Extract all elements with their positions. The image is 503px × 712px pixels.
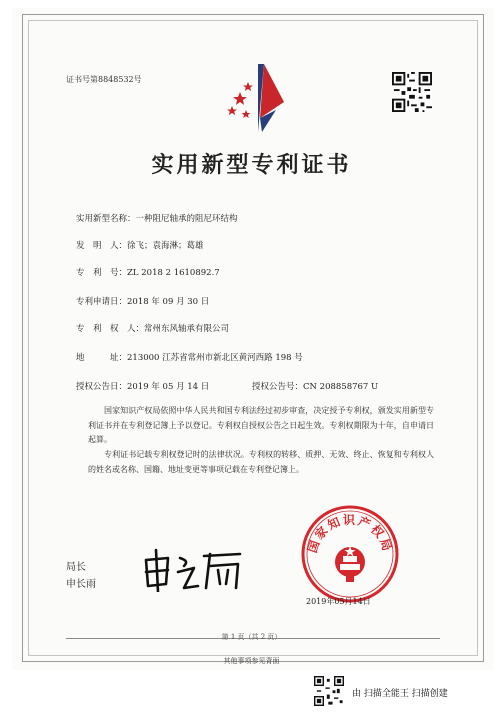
field-patent-number — [76, 266, 220, 278]
field-label: 实用新型名称： — [76, 214, 136, 224]
certificate-number: 证书号第8848532号 — [66, 75, 142, 84]
grant-date-value: 2019 年 05 月 14 日 — [127, 382, 210, 392]
field-label: 地 址： — [76, 353, 128, 363]
field-utility-name — [76, 212, 238, 224]
paragraph-grant-statement — [88, 404, 434, 448]
seal-date: 2019年05月14日 — [306, 597, 371, 606]
field-label: 专 利 号： — [76, 268, 128, 278]
field-address — [76, 351, 303, 363]
qr-code-icon — [392, 72, 432, 112]
official-seal — [300, 504, 400, 604]
scanner-watermark-text: 由 扫描全能王 扫描创建 — [352, 689, 448, 699]
field-label: 专利申请日： — [76, 297, 128, 307]
field-value: 2018 年 09 月 30 日 — [127, 297, 210, 307]
field-label: 发 明 人： — [76, 241, 128, 251]
field-application-date — [76, 295, 209, 307]
field-inventors — [76, 239, 204, 251]
grant-date-label: 授权公告日： — [76, 382, 128, 392]
signature-name: 申长雨 — [66, 579, 96, 590]
seal-text: 国家知识产权局 — [305, 513, 395, 555]
grant-pub-label: 授权公告号： — [252, 382, 304, 392]
field-value: 徐飞；袁海淋；葛雄 — [127, 241, 204, 251]
grant-pub-value: CN 208858767 U — [303, 382, 379, 392]
field-value: 213000 江苏省常州市新北区黄河西路 198 号 — [127, 353, 303, 363]
field-label: 专 利 权 人： — [76, 324, 145, 334]
page-number: 第 1 页（共 2 页） — [221, 633, 282, 641]
paragraph-text: 国家知识产权局依照中华人民共和国专利法经过初步审查，决定授予专利权，颁发实用新型专利证书并在专利登记簿上予以登记。专利权自授权公告之日起生效。专利权期限为十年，自申请日起算。 — [88, 406, 434, 444]
back-page-note: 其他事项参见背面 — [223, 657, 280, 665]
grant-publication-number — [252, 380, 378, 392]
field-value: 一种阻尼轴承的阻尼环结构 — [135, 214, 238, 224]
field-patentee — [76, 322, 229, 334]
signature-title: 局长 — [66, 562, 86, 573]
grant-date — [76, 380, 209, 392]
paragraph-legal-status — [88, 448, 434, 477]
cnipa-emblem-icon — [226, 62, 286, 134]
national-emblem-icon — [335, 546, 365, 582]
scanner-qr-icon — [314, 676, 344, 706]
handwritten-signature — [140, 548, 250, 592]
certificate-title: 实用新型专利证书 — [151, 152, 352, 178]
field-value: ZL 2018 2 1610892.7 — [127, 268, 220, 278]
field-value: 常州东风轴承有限公司 — [144, 324, 230, 334]
paragraph-text: 专利证书记载专利权登记时的法律状况。专利权的转移、质押、无效、终止、恢复和专利权人的姓名或名称、国籍、地址变更等事项记载在专利登记簿上。 — [88, 450, 434, 474]
